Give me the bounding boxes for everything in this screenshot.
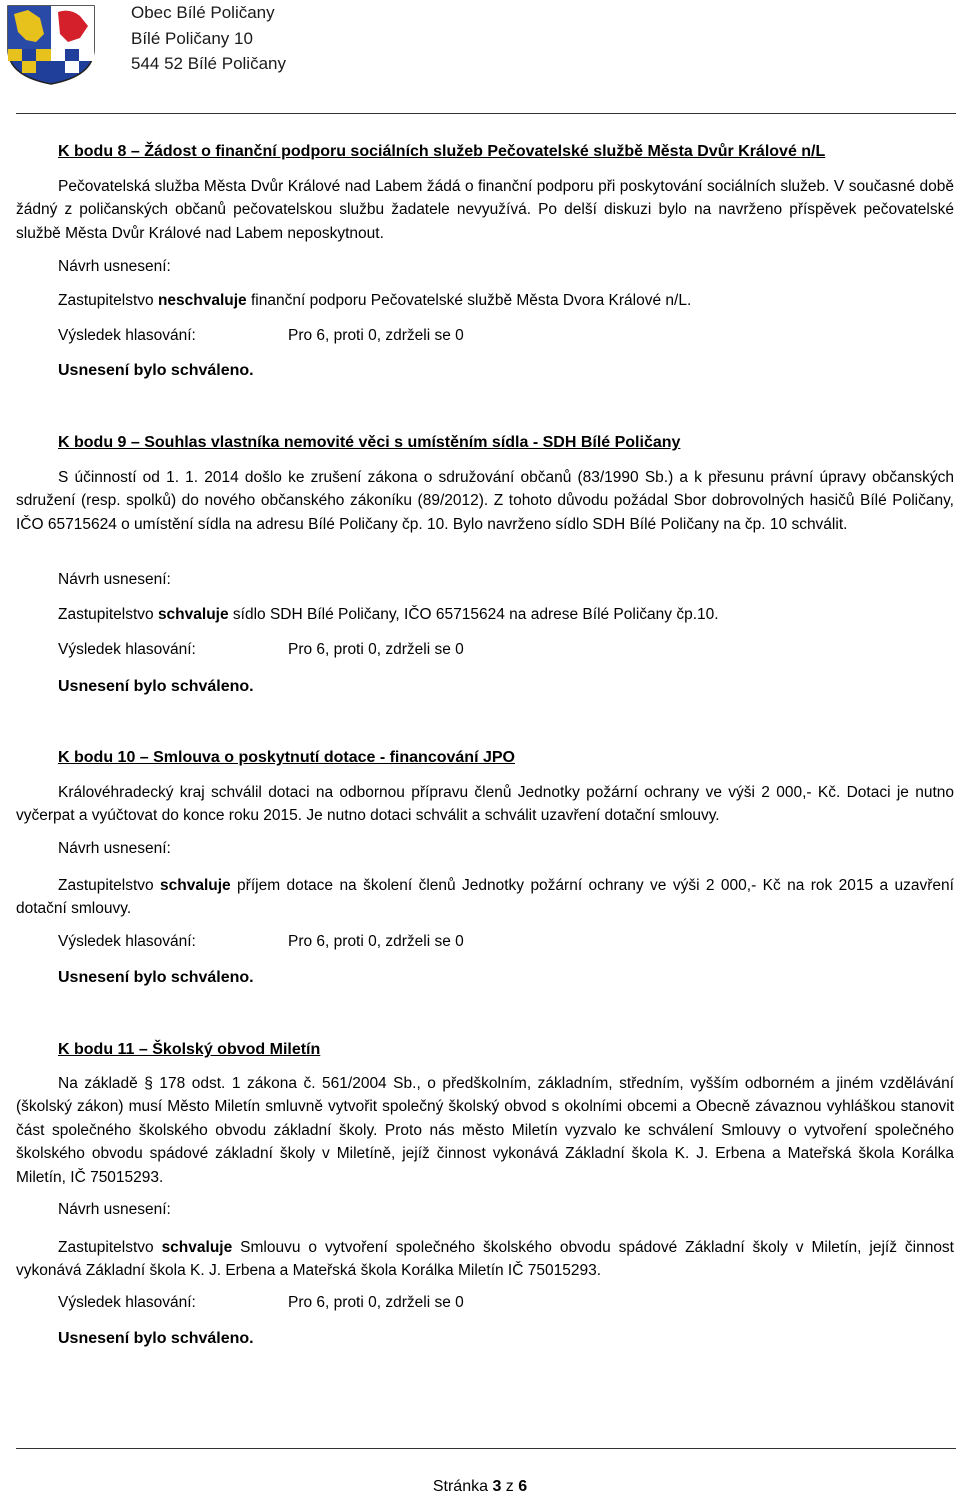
section-11-resolution: Zastupitelstvo schvaluje Smlouvu o vytvoření společného školského obvodu spádové Základní školy v Miletín, jejíž činnost vykonává Základní škola K. J. Erbena a Mateřská škola Korálka Miletín IČ 75015293. bbox=[16, 1239, 954, 1280]
section-11-approved: Usnesení bylo schváleno. bbox=[58, 1330, 254, 1347]
section-8-proposal-label: Návrh usnesení: bbox=[58, 258, 171, 275]
section-10-proposal-label: Návrh usnesení: bbox=[58, 840, 171, 857]
section-8-vote-result: Pro 6, proti 0, zdrželi se 0 bbox=[288, 327, 464, 344]
section-10-text: Královéhradecký kraj schválil dotaci na odbornou přípravu členů Jednotky požární ochrany ve výši 2 000,- Kč. Dotaci je nutno vyčerpat a vyúčtovat do konce roku 2015. Je nutno dotaci schválit a schválit uzavření dotační smlouvy. bbox=[16, 784, 954, 825]
coat-of-arms-icon bbox=[6, 4, 96, 86]
section-9-proposal-label: Návrh usnesení: bbox=[58, 571, 171, 588]
section-10-heading: K bodu 10 – Smlouva o poskytnutí dotace - financování JPO bbox=[58, 749, 515, 766]
header-line-street: Bílé Poličany 10 bbox=[131, 28, 253, 48]
municipality-header bbox=[131, 0, 286, 77]
section-11-vote-result: Pro 6, proti 0, zdrželi se 0 bbox=[288, 1294, 464, 1311]
header-line-name: Obec Bílé Poličany bbox=[131, 3, 275, 22]
section-8-resolution: Zastupitelstvo neschvaluje finanční podporu Pečovatelské službě Města Dvora Králové n/L. bbox=[58, 292, 692, 309]
section-11-text: Na základě § 178 odst. 1 zákona č. 561/2004 Sb., o předškolním, základním, středním, vyšším odborném a jiném vzdělávání (školský zákon) musí Město Miletín smluvně vytvořit společný školský obvod s okolními obcemi a Obecně závaznou vyhláškou stanovit část společného školského obvodu základní školy. Proto nás město Miletín vyzvalo ke schválení Smlouvy o vytvoření společného školského obvodu spádové základní školy v Miletíně, jejíž činnost vykonává Základní škola K. J. Erbena a Mateřská škola Korálka Miletín, IČ 75015293. bbox=[16, 1075, 954, 1186]
section-9-heading: K bodu 9 – Souhlas vlastníka nemovité věci s umístěním sídla - SDH Bílé Poličany bbox=[58, 434, 681, 451]
section-11-vote-label: Výsledek hlasování: bbox=[58, 1294, 196, 1311]
section-8-text: Pečovatelská služba Města Dvůr Králové nad Labem žádá o finanční podporu při poskytování sociálních služeb. V současné době žádný z poličanských občanů pečovatelskou službu žadatele nevyužívá. Po delší diskuzi bylo na navrženo příspěvek pečovatelské službě Města Dvůr Králové nad Labem neposkytnout. bbox=[16, 178, 954, 242]
section-8-heading: K bodu 8 – Žádost o finanční podporu sociálních služeb Pečovatelské službě Města Dvůr Králové n/L bbox=[58, 143, 826, 160]
header-divider bbox=[16, 113, 956, 114]
section-9-text: S účinností od 1. 1. 2014 došlo ke zrušení zákona o sdružování občanů (83/1990 Sb.) a k přesunu právní úpravy občanských sdružení (resp. spolků) do nového občanského zákoníku (89/2012). Z tohoto důvodu požádal Sbor dobrovolných hasičů Bílé Poličany, IČO 65715624 o umístění sídla na adresu Bílé Poličany čp. 10. Bylo navrženo sídlo SDH Bílé Poličany na čp. 10 schválit. bbox=[16, 469, 954, 533]
section-8-approved: Usnesení bylo schváleno. bbox=[58, 362, 254, 379]
section-9-approved: Usnesení bylo schváleno. bbox=[58, 678, 254, 695]
section-11-heading: K bodu 11 – Školský obvod Miletín bbox=[58, 1041, 321, 1058]
section-9-vote-result: Pro 6, proti 0, zdrželi se 0 bbox=[288, 641, 464, 658]
header-line-city: 544 52 Bílé Poličany bbox=[131, 54, 286, 73]
section-8-vote-label: Výsledek hlasování: bbox=[58, 327, 196, 344]
section-9-resolution: Zastupitelstvo schvaluje sídlo SDH Bílé Poličany, IČO 65715624 na adrese Bílé Poličany čp.10. bbox=[58, 606, 719, 623]
section-11-proposal-label: Návrh usnesení: bbox=[58, 1201, 171, 1218]
footer-divider bbox=[16, 1448, 956, 1449]
page-number: Stránka 3 z 6 bbox=[432, 1478, 528, 1495]
section-9-vote-label: Výsledek hlasování: bbox=[58, 641, 196, 658]
section-10-vote-label: Výsledek hlasování: bbox=[58, 933, 196, 950]
section-10-resolution: Zastupitelstvo schvaluje příjem dotace na školení členů Jednotky požární ochrany ve výši 2 000,- Kč na rok 2015 a uzavření dotační smlouvy. bbox=[16, 877, 954, 918]
section-10-vote-result: Pro 6, proti 0, zdrželi se 0 bbox=[288, 933, 464, 950]
section-10-approved: Usnesení bylo schváleno. bbox=[58, 969, 254, 986]
